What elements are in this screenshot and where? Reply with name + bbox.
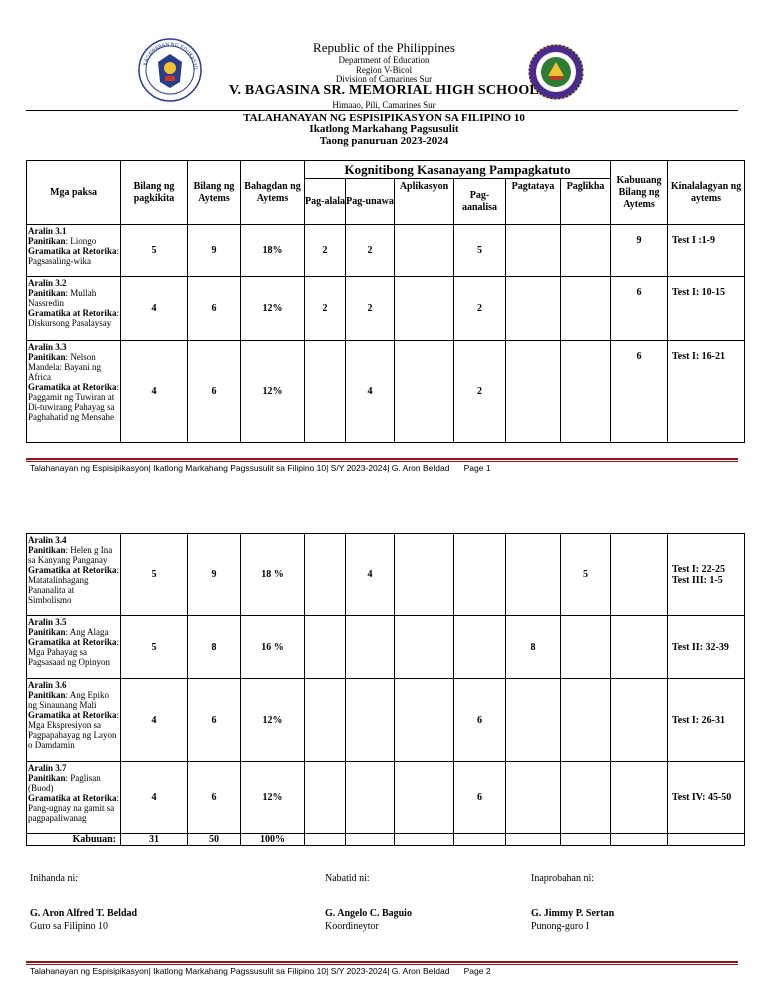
total-label: Kabuuan: (27, 834, 121, 846)
footer-rule-page1 (26, 458, 738, 460)
cell-kinalalagyan: Test II: 32-39 (668, 616, 745, 679)
cell-pagunawa: 2 (346, 225, 395, 277)
panitikan-label: Panitikan (28, 627, 66, 637)
cell-bahagdan: 18% (241, 225, 305, 277)
cell-bahagdan: 12% (241, 762, 305, 834)
col-header-paksa: Mga paksa (27, 161, 121, 225)
cell-paglikha (561, 616, 611, 679)
panitikan-label: Panitikan (28, 690, 66, 700)
gramatika-value: Diskursong Pasalaysay (28, 318, 112, 328)
prepared-by-label: Inihanda ni: (30, 873, 79, 884)
total-aytems: 50 (188, 834, 241, 846)
col-header-aplikasyon: Aplikasyon (395, 179, 454, 225)
department-line: Department of Education (338, 55, 430, 65)
cell-kinalalagyan: Test IV: 45-50 (668, 762, 745, 834)
cell-kabuuan: 9 (611, 225, 668, 277)
col-header-pagkikita: Bilang ng pagkikita (121, 161, 188, 225)
cell-pagkikita: 5 (121, 616, 188, 679)
col-header-pagaanalisa: Pag-aanalisa (454, 179, 506, 225)
cell-kinalalagyan: Test I: 10-15 (668, 277, 745, 341)
gramatika-value: Pagsasaling-wika (28, 256, 91, 266)
cell-pagkikita: 5 (121, 225, 188, 277)
cell-aplikasyon (395, 277, 454, 341)
topic-cell: Aralin 3.4 Panitikan: Helen g Ina sa Kanyang Panganay Gramatika at Retorika: Matatalinhagang Pananalita at Simbolismo (27, 534, 121, 616)
panitikan-value: Ang Alaga (69, 627, 109, 637)
cell-pagtataya (506, 679, 561, 762)
gramatika-label: Gramatika at Retorika (28, 308, 117, 318)
table-row (27, 225, 745, 277)
cell-aplikasyon (395, 679, 454, 762)
cell-pagaanalisa (454, 616, 506, 679)
topic-cell: Aralin 3.6 Panitikan: Ang Epiko ng Sinaunang Mali Gramatika at Retorika: Mga Ekspresiyon sa Pagpapahayag ng Layon o Damdamin (27, 679, 121, 762)
cell-kabuuan (611, 679, 668, 762)
cell-pagalala: 2 (305, 277, 346, 341)
cell-pagalala (305, 616, 346, 679)
cell-pagaanalisa: 2 (454, 277, 506, 341)
topic-cell: Aralin 3.5 Panitikan: Ang Alaga Gramatika at Retorika: Mga Pahayag sa Pagsasaad ng Opinyon (27, 616, 121, 679)
cell-pagkikita: 4 (121, 277, 188, 341)
header-divider (26, 110, 738, 111)
page-number-1: Page 1 (463, 463, 491, 473)
cell-bahagdan: 12% (241, 679, 305, 762)
panitikan-label: Panitikan (28, 545, 66, 555)
cell-pagunawa: 2 (346, 277, 395, 341)
school-name: V. BAGASINA SR. MEMORIAL HIGH SCHOOL (229, 83, 539, 98)
cell-kabuuan (611, 534, 668, 616)
table-row (27, 616, 745, 679)
cell-aytems: 6 (188, 341, 241, 443)
footer-rule-page2 (26, 961, 738, 963)
topic-cell: Aralin 3.3 Panitikan: Nelson Mandela: Bayani ng Africa Gramatika at Retorika: Paggamit ng Tuwiran at Di-tuwirang Pahayag sa Paghahatid ng Mensahe (27, 341, 121, 443)
topic-cell: Aralin 3.1 Panitikan: Liongo Gramatika at Retorika: Pagsasaling-wika (27, 225, 121, 277)
table-row (27, 277, 745, 341)
school-year: Taong panuruan 2023-2024 (319, 135, 449, 147)
spec-table-page1 (26, 160, 745, 443)
topic-cell: Aralin 3.2 Panitikan: Mullah Nassredin Gramatika at Retorika: Diskursong Pasalaysay (27, 277, 121, 341)
cell-pagunawa (346, 762, 395, 834)
col-header-bahagdan: Bahagdan ng Aytems (241, 161, 305, 225)
panitikan-label: Panitikan (28, 352, 66, 362)
school-address: Himaao, Pili, Camarines Sur (332, 100, 436, 110)
cell-paglikha (561, 277, 611, 341)
cell-pagaanalisa: 5 (454, 225, 506, 277)
footer-page2: Talahanayan ng Espisipikasyon| Ikatlong Markahang Pagssusulit sa Filipino 10| S/Y 2023-2024| G. Aron Beldad Page 2 (30, 966, 491, 976)
region-line: Region V-Bicol (355, 65, 413, 75)
cell-bahagdan: 12% (241, 341, 305, 443)
cell-aytems: 6 (188, 679, 241, 762)
cell-pagalala (305, 341, 346, 443)
gramatika-label: Gramatika at Retorika (28, 710, 117, 720)
cell-bahagdan: 12% (241, 277, 305, 341)
cell-paglikha (561, 762, 611, 834)
cell-pagkikita: 4 (121, 762, 188, 834)
aralin-label: Aralin 3.2 (28, 278, 67, 288)
cell-aplikasyon (395, 616, 454, 679)
col-header-paglikha: Paglikha (561, 179, 611, 225)
document-subtitle: Ikatlong Markahang Pagsusulit (309, 123, 459, 135)
col-header-pagalala: Pag-alala (305, 179, 346, 225)
svg-text:KAGAWARAN NG EDUKASYON: KAGAWARAN NG EDUKASYO (142, 41, 199, 71)
panitikan-value: Mullah Nassredin (28, 288, 97, 308)
panitikan-value: Liongo (70, 236, 97, 246)
aralin-label: Aralin 3.4 (28, 535, 67, 545)
cell-aplikasyon (395, 225, 454, 277)
col-header-pagunawa: Pag-unawa (346, 179, 395, 225)
gramatika-label: Gramatika at Retorika (28, 565, 117, 575)
panitikan-label: Panitikan (28, 288, 66, 298)
cell-aytems: 6 (188, 762, 241, 834)
approved-by-label: Inaprobahan ni: (531, 873, 595, 884)
cell-pagkikita: 4 (121, 679, 188, 762)
col-header-pagtataya: Pagtataya (506, 179, 561, 225)
aralin-label: Aralin 3.6 (28, 680, 67, 690)
col-header-kognitibo: Kognitibong Kasanayang Pampagkatuto (305, 161, 611, 179)
gramatika-label: Gramatika at Retorika (28, 793, 117, 803)
panitikan-value: Ang Epiko ng Sinaunang Mali (28, 690, 110, 710)
division-line: Division of Camarines Sur (335, 74, 433, 84)
republic-line: Republic of the Philippines (313, 40, 455, 55)
gramatika-label: Gramatika at Retorika (28, 246, 117, 256)
cell-aytems: 6 (188, 277, 241, 341)
cell-pagtataya (506, 225, 561, 277)
total-pagkikita: 31 (121, 834, 188, 846)
cell-pagaanalisa: 6 (454, 679, 506, 762)
aralin-label: Aralin 3.1 (28, 226, 67, 236)
aralin-label: Aralin 3.7 (28, 763, 67, 773)
cell-pagaanalisa: 2 (454, 341, 506, 443)
footer-rule-page1-thin (26, 461, 738, 462)
prepared-by-name: G. Aron Alfred T. Beldad (30, 908, 138, 919)
panitikan-value: Helen g Ina sa Kanyang Panganay (28, 545, 113, 565)
cell-paglikha (561, 679, 611, 762)
table-row (27, 341, 745, 443)
topic-cell: Aralin 3.7 Panitikan: Paglisan (Buod) Gramatika at Retorika: Pang-ugnay na gamit sa pagpapaliwanag (27, 762, 121, 834)
cell-pagalala (305, 762, 346, 834)
cell-aplikasyon (395, 341, 454, 443)
cell-kabuuan: 6 (611, 341, 668, 443)
col-header-kabuuan: Kabuuang Bilang ng Aytems (611, 161, 668, 225)
page-number-2: Page 2 (463, 966, 491, 976)
cell-paglikha (561, 225, 611, 277)
gramatika-value: Mga Ekspresiyon sa Pagpapahayag ng Layon o Damdamin (28, 720, 117, 750)
approved-by-role: Punong-guro I (531, 921, 590, 932)
cell-pagunawa: 4 (346, 534, 395, 616)
total-bahagdan: 100% (241, 834, 305, 846)
aralin-label: Aralin 3.3 (28, 342, 67, 352)
cell-pagkikita: 5 (121, 534, 188, 616)
gramatika-value: Matatalinhagang Pananalita at Simbolismo (28, 575, 89, 605)
cell-pagtataya (506, 762, 561, 834)
cell-pagunawa (346, 679, 395, 762)
gramatika-value: Paggamit ng Tuwiran at Di-tuwirang Pahayag sa Paghahatid ng Mensahe (28, 392, 115, 422)
panitikan-label: Panitikan (28, 236, 66, 246)
cell-kabuuan (611, 762, 668, 834)
cell-kinalalagyan: Test I: 16-21 (668, 341, 745, 443)
cell-kabuuan: 6 (611, 277, 668, 341)
cell-pagunawa: 4 (346, 341, 395, 443)
gramatika-value: Mga Pahayag sa Pagsasaad ng Opinyon (28, 647, 110, 667)
cell-aytems: 9 (188, 225, 241, 277)
table-row (27, 679, 745, 762)
panitikan-value: Paglisan (Buod) (28, 773, 101, 793)
cell-pagtataya (506, 341, 561, 443)
col-header-kinalalagyan: Kinalalagyan ng aytems (668, 161, 745, 225)
cell-pagtataya: 8 (506, 616, 561, 679)
cell-bahagdan: 16 % (241, 616, 305, 679)
cell-aytems: 8 (188, 616, 241, 679)
col-header-aytems: Bilang ng Aytems (188, 161, 241, 225)
gramatika-value: Pang-ugnay na gamit sa pagpapaliwanag (28, 803, 115, 823)
aralin-label: Aralin 3.5 (28, 617, 67, 627)
cell-aytems: 9 (188, 534, 241, 616)
spec-table-page2 (26, 533, 745, 846)
cell-kinalalagyan: Test I: 26-31 (668, 679, 745, 762)
table-row (27, 534, 745, 616)
noted-by-name: G. Angelo C. Baguio (325, 908, 412, 919)
cell-aplikasyon (395, 534, 454, 616)
noted-by-role: Koordineytor (325, 921, 379, 932)
cell-paglikha: 5 (561, 534, 611, 616)
document-title: TALAHANAYAN NG ESPISIPIKASYON SA FILIPINO 10 (243, 112, 525, 124)
cell-pagalala: 2 (305, 225, 346, 277)
table-row (27, 762, 745, 834)
prepared-by-role: Guro sa Filipino 10 (30, 921, 109, 932)
cell-pagaanalisa (454, 534, 506, 616)
panitikan-value: Nelson Mandela: Bayani ng Africa (28, 352, 101, 382)
footer-rule-page2-thin (26, 964, 738, 965)
cell-kinalalagyan: Test I :1-9 (668, 225, 745, 277)
cell-kinalalagyan: Test I: 22-25 Test III: 1-5 (668, 534, 745, 616)
cell-paglikha (561, 341, 611, 443)
gramatika-label: Gramatika at Retorika (28, 637, 117, 647)
cell-pagalala (305, 534, 346, 616)
cell-bahagdan: 18 % (241, 534, 305, 616)
gramatika-label: Gramatika at Retorika (28, 382, 117, 392)
panitikan-label: Panitikan (28, 773, 66, 783)
cell-pagalala (305, 679, 346, 762)
approved-by-name: G. Jimmy P. Sertan (531, 908, 615, 919)
noted-by-label: Nabatid ni: (325, 873, 370, 884)
cell-pagunawa (346, 616, 395, 679)
footer-page1: Talahanayan ng Espisipikasyon| Ikatlong Markahang Pagssusulit sa Filipino 10| S/Y 2023-2024| G. Aron Beldad Page 1 (30, 463, 491, 473)
cell-aplikasyon (395, 762, 454, 834)
cell-pagaanalisa: 6 (454, 762, 506, 834)
cell-pagkikita: 4 (121, 341, 188, 443)
cell-pagtataya (506, 534, 561, 616)
cell-kabuuan (611, 616, 668, 679)
cell-pagtataya (506, 277, 561, 341)
